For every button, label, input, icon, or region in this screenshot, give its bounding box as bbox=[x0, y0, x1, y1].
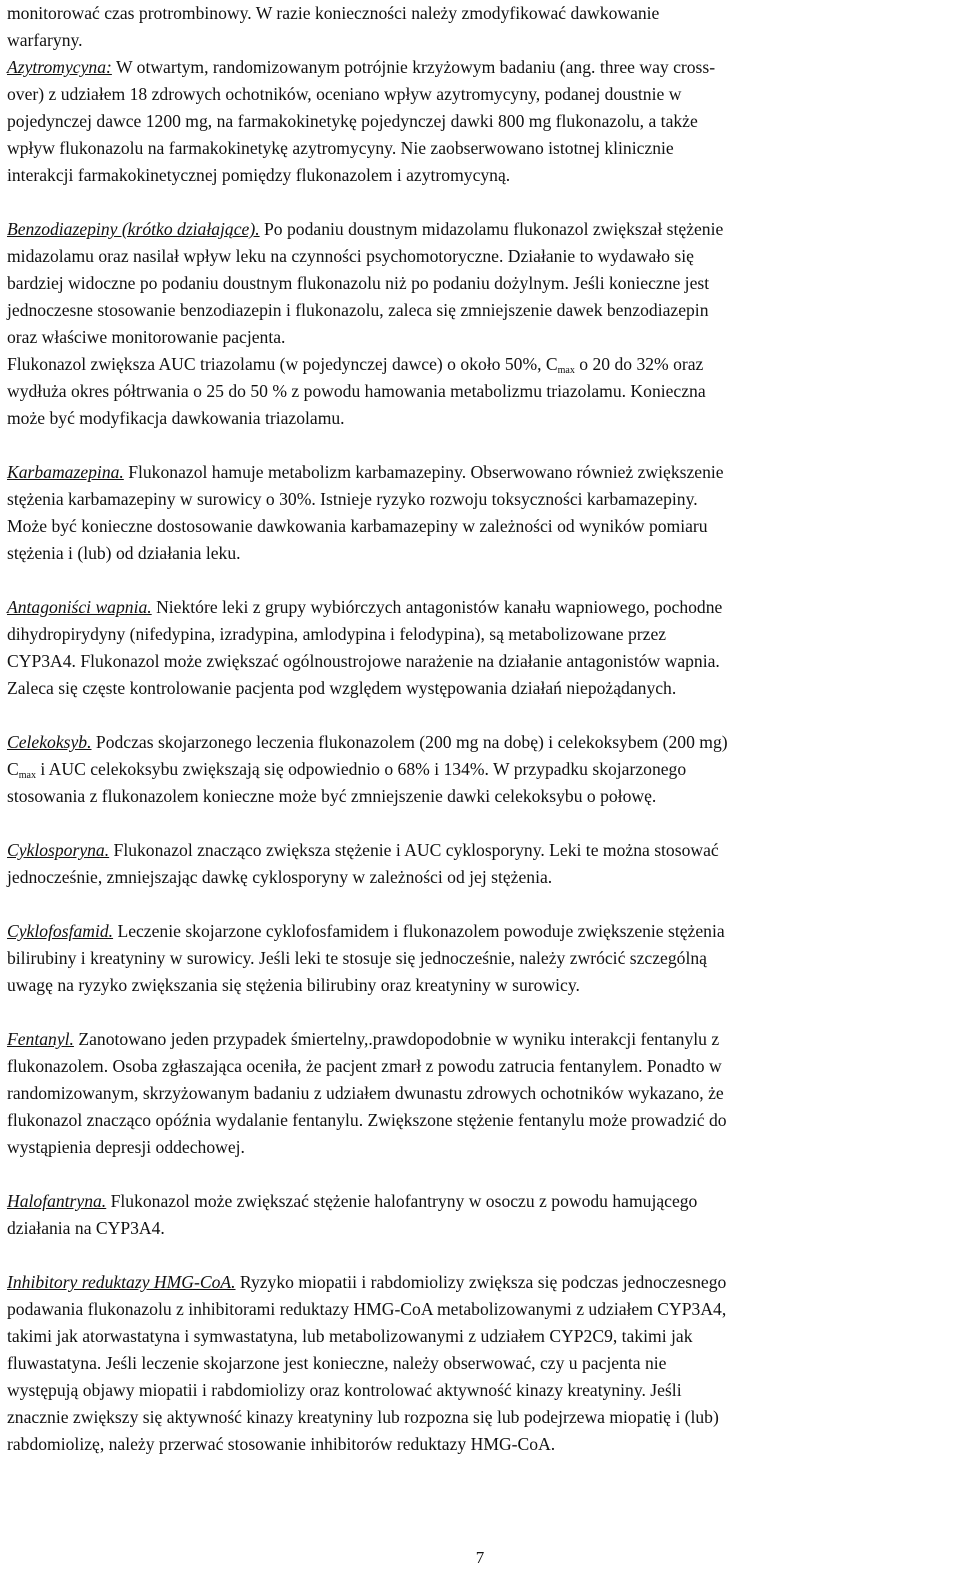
paragraph-text: Flukonazol znacząco zwiększa stężenie i AUC cyklosporyny. Leki te można stosować jednocześnie, zmniejszając dawkę cyklosporyny w zależności od jej stężenia. bbox=[7, 840, 719, 887]
paragraph-text: Niektóre leki z grupy wybiórczych antagonistów kanału wapniowego, pochodne dihydropirydyny (nifedypina, izradypina, amlodypina i felodypina), są metabolizowane przez CYP3A4. Flukonazol może zwiększać ogólnoustrojowe narażenie na działanie antagonistów wapnia. Zaleca się częste kontrolowanie pacjenta pod względem występowania działań niepożądanych. bbox=[7, 597, 723, 698]
paragraph-cyclosporine bbox=[7, 837, 947, 891]
paragraph-text: Flukonazol hamuje metabolizm karbamazepiny. Obserwowano również zwiększenie stężenia karbamazepiny w surowicy o 30%. Istnieje ryzyko rozwoju toksyczności karbamazepiny. Może być konieczne dostosowanie dawkowania karbamazepiny w zależności od wyników pomiaru stężenia i (lub) od działania leku. bbox=[7, 462, 724, 563]
paragraph-text: Flukonazol zwiększa AUC triazolamu (w pojedynczej dawce) o około 50%, C bbox=[7, 354, 558, 374]
paragraph-text: o 20 do 32% oraz wydłuża okres półtrwania o 25 do 50 % z powodu hamowania metabolizmu triazolamu. Konieczna może być modyfikacja dawkowania triazolamu. bbox=[7, 354, 706, 428]
paragraph-cyclophosphamide bbox=[7, 918, 947, 999]
paragraph-text: monitorować czas protrombinowy. W razie konieczności należy zmodyfikować dawkowanie warfaryny. bbox=[7, 3, 660, 50]
paragraph-celecoxib bbox=[7, 729, 947, 810]
cmax-subscript: max bbox=[18, 770, 36, 781]
paragraph-hmg-coa-inhibitors bbox=[7, 1269, 947, 1458]
paragraph-halofantrine bbox=[7, 1188, 947, 1242]
page-number: 7 bbox=[475, 1548, 485, 1567]
section-heading-carbamazepine: Karbamazepina. bbox=[7, 462, 124, 482]
section-heading-celecoxib: Celekoksyb. bbox=[7, 732, 92, 752]
paragraph-azithromycin bbox=[7, 54, 947, 189]
paragraph-text: W otwartym, randomizowanym potrójnie krzyżowym badaniu (ang. three way cross- over) z udziałem 18 zdrowych ochotników, oceniano wpływ azytromycyny, podanej doustnie w pojedynczej dawce 1200 mg, na farmakokinetykę pojedynczej dawki 800 mg flukonazolu, a także wpływ flukonazolu na farmakokinetykę azytromycyny. Nie zaobserwowano istotnej klinicznie interakcji farmakokinetycznej pomiędzy flukonazolem i azytromycyną. bbox=[7, 57, 716, 185]
section-heading-hmg-coa-inhibitors: Inhibitory reduktazy HMG-CoA. bbox=[7, 1272, 236, 1292]
section-heading-azithromycin: Azytromycyna: bbox=[7, 57, 112, 77]
paragraph-carbamazepine bbox=[7, 459, 947, 567]
section-heading-cyclophosphamide: Cyklofosfamid. bbox=[7, 921, 114, 941]
section-heading-benzodiazepines: Benzodiazepiny (krótko działające). bbox=[7, 219, 260, 239]
paragraph-text: Flukonazol może zwiększać stężenie halofantryny w osoczu z powodu hamującego działania na CYP3A4. bbox=[7, 1191, 698, 1238]
section-heading-calcium-antagonists: Antagoniści wapnia. bbox=[7, 597, 152, 617]
paragraph-fentanyl bbox=[7, 1026, 947, 1161]
paragraph-text: Ryzyko miopatii i rabdomiolizy zwiększa się podczas jednoczesnego podawania flukonazolu z inhibitorami reduktazy HMG-CoA metabolizowanymi z udziałem CYP3A4, takimi jak atorwastatyna i symwastatyna, lub metabolizowanymi z udziałem CYP2C9, takimi jak fluwastatyna. Jeśli leczenie skojarzone jest konieczne, należy obserwować, czy u pacjenta nie występują objawy miopatii i rabdomiolizy oraz kontrolować aktywność kinazy kreatyniny. Jeśli znacznie zwiększy się aktywność kinazy kreatyniny lub rozpozna się lub podejrzewa miopatię i (lub) rabdomiolizę, należy przerwać stosowanie inhibitorów reduktazy HMG-CoA. bbox=[7, 1272, 727, 1454]
cmax-subscript: max bbox=[557, 365, 575, 376]
paragraph-text: Podczas skojarzonego leczenia flukonazolem (200 mg na dobę) i celekoksybem (200 mg) C bbox=[7, 732, 728, 779]
paragraph-text: i AUC celekoksybu zwiększają się odpowiednio o 68% i 134%. W przypadku skojarzonego stosowania z flukonazolem konieczne może być zmniejszenie dawki celekoksybu o połowę. bbox=[7, 759, 687, 806]
section-heading-fentanyl: Fentanyl. bbox=[7, 1029, 74, 1049]
paragraph-warfarin-continuation bbox=[7, 0, 947, 54]
paragraph-triazolam bbox=[7, 351, 947, 432]
paragraph-text: Po podaniu doustnym midazolamu flukonazol zwiększał stężenie midazolamu oraz nasilał wpływ leku na czynności psychomotoryczne. Działanie to wydawało się bardziej widoczne po podaniu doustnym flukonazolu niż po podaniu dożylnym. Jeśli konieczne jest jednoczesne stosowanie benzodiazepin i flukonazolu, zaleca się zmniejszenie dawek benzodiazepin oraz właściwe monitorowanie pacjenta. bbox=[7, 219, 724, 347]
paragraph-calcium-antagonists bbox=[7, 594, 947, 702]
paragraph-text: Zanotowano jeden przypadek śmiertelny,.prawdopodobnie w wyniku interakcji fentanylu z flukonazolem. Osoba zgłaszająca oceniła, że pacjent zmarł z powodu zatrucia fentanylem. Ponadto w randomizowanym, skrzyżowanym badaniu z udziałem dwunastu zdrowych ochotników wykazano, że flukonazol znacząco opóźnia wydalanie fentanylu. Zwiększone stężenie fentanylu może prowadzić do wystąpienia depresji oddechowej. bbox=[7, 1029, 727, 1157]
paragraph-benzodiazepines bbox=[7, 216, 947, 351]
section-heading-cyclosporine: Cyklosporyna. bbox=[7, 840, 110, 860]
paragraph-text: Leczenie skojarzone cyklofosfamidem i flukonazolem powoduje zwiększenie stężenia bilirubiny i kreatyniny w surowicy. Jeśli leki te stosuje się jednocześnie, należy zwrócić szczególną uwagę na ryzyko zwiększania się stężenia bilirubiny oraz kreatyniny w surowicy. bbox=[7, 921, 725, 995]
section-heading-halofantrine: Halofantryna. bbox=[7, 1191, 107, 1211]
